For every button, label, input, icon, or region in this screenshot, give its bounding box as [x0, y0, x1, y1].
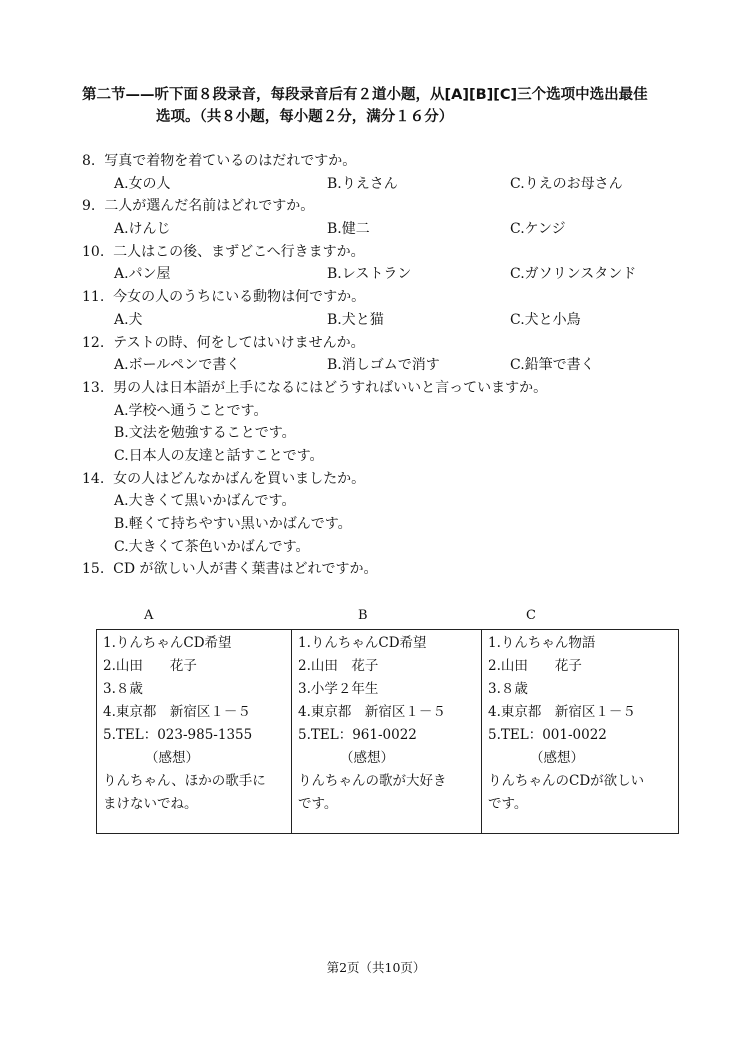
postcard-line: です。: [488, 796, 528, 812]
question-item: [82, 332, 682, 355]
impression-heading: （感想）: [145, 750, 199, 766]
question-text: 写真で着物を着ているのはだれですか。: [104, 153, 357, 169]
question-item: [82, 468, 682, 491]
postcard-line: 5.TEL：023-985-1355: [103, 727, 253, 743]
question-number: 11.: [82, 289, 105, 306]
impression-heading: （感想）: [530, 750, 584, 766]
postcard-line: りんちゃん、ほかの歌手に: [103, 773, 266, 789]
postcard-line: 5.TEL：961-0022: [298, 727, 417, 743]
answer-option: A.犬: [114, 311, 143, 328]
postcard-a: [97, 630, 292, 834]
question-text: 男の人は日本語が上手になるにはどうすればいいと言っていますか。: [113, 379, 548, 396]
question-number: 14.: [82, 470, 105, 487]
question-number: 12.: [82, 334, 105, 351]
section-heading-line2: 选项。（共８小题，每小题２分，满分１６分）: [156, 109, 454, 125]
postcard-line: 2.山田 花子: [103, 658, 197, 674]
answer-option: A.パン屋: [114, 266, 171, 283]
question-number: 13.: [82, 379, 105, 396]
answer-options: [82, 354, 682, 377]
answer-option: C.ケンジ: [510, 221, 566, 238]
card-column-letters: [0, 608, 752, 628]
postcard-line: 3.８歳: [488, 681, 528, 697]
question-text: 今女の人のうちにいる動物は何ですか。: [113, 289, 366, 306]
postcard-c: [482, 630, 679, 834]
postcard-line: 3.８歳: [103, 681, 143, 697]
postcard-line: 1.りんちゃん物語: [488, 635, 596, 651]
answer-options: [82, 173, 682, 196]
postcard-table: [96, 629, 679, 834]
answer-option: B.健二: [327, 221, 370, 238]
section-heading: [82, 84, 682, 128]
postcard-line: 1.りんちゃんCD希望: [103, 635, 232, 651]
answer-option: C.鉛筆で書く: [510, 357, 595, 374]
answer-option: B.りえさん: [327, 175, 398, 192]
answer-option: A.大きくて黒いかばんです。: [114, 493, 296, 510]
answer-options: [82, 218, 682, 241]
question-item: [82, 286, 682, 309]
section-heading-line1: 第二节——听下面８段录音，每段录音后有２道小题，从[A][B][C]三个选项中选出最佳: [82, 87, 648, 103]
answer-option: B.犬と猫: [327, 311, 384, 328]
answer-options: [82, 309, 682, 332]
answer-option: A.学校へ通うことです。: [114, 402, 268, 419]
question-text: テストの時、何をしてはいけませんか。: [113, 334, 365, 351]
postcard-line: 2.山田 花子: [488, 658, 582, 674]
postcard-line: 4.東京都 新宿区１－５: [103, 704, 251, 720]
answer-option: A.女の人: [114, 175, 171, 192]
answer-option: B.軽くて持ちやすい黒いかばんです。: [114, 516, 352, 532]
question-item: [82, 241, 682, 264]
question-text: 女の人はどんなかばんを買いましたか。: [113, 470, 366, 487]
question-list: [82, 150, 682, 581]
question-number: 10.: [82, 243, 105, 260]
postcard-line: 1.りんちゃんCD希望: [298, 635, 427, 651]
answer-option: B.消しゴムで消す: [327, 357, 440, 374]
impression-heading: （感想）: [340, 750, 394, 766]
postcard-line: 5.TEL：001-0022: [488, 727, 607, 743]
question-number: 9.: [82, 198, 96, 215]
postcard-line: 4.東京都 新宿区１－５: [488, 704, 636, 720]
answer-option: C.ガソリンスタンド: [510, 266, 637, 283]
answer-option: C.犬と小鳥: [510, 311, 581, 328]
answer-option: A.ボールペンで書く: [114, 357, 241, 374]
postcard-line: りんちゃんの歌が大好き: [298, 773, 447, 789]
answer-option: C.りえのお母さん: [510, 175, 623, 192]
answer-option: B.文法を勉強することです。: [114, 425, 296, 442]
question-text: 二人が選んだ名前はどれですか。: [104, 198, 315, 215]
card-letter-c: C: [526, 608, 536, 623]
question-item: [82, 377, 682, 400]
answer-option: B.レストラン: [327, 266, 412, 283]
postcard-line: まけないでね。: [103, 796, 198, 812]
postcard-line: 4.東京都 新宿区１－５: [298, 704, 446, 720]
question-text: 二人はこの後、まずどこへ行きますか。: [113, 243, 365, 260]
answer-option: C.大きくて茶色いかばんです。: [114, 538, 310, 555]
question-number: 8.: [82, 153, 96, 169]
question-number: 15.: [82, 561, 105, 578]
postcard-line: 3.小学２年生: [298, 681, 379, 697]
postcard-line: 2.山田 花子: [298, 658, 379, 674]
answer-option: A.けんじ: [114, 221, 171, 238]
question-text: CD が欲しい人が書く葉書はどれですか。: [113, 561, 378, 578]
card-letter-a: A: [144, 608, 154, 623]
postcard-line: です。: [298, 796, 338, 812]
postcard-line: りんちゃんのCDが欲しい: [488, 773, 645, 789]
question-item: [82, 558, 682, 581]
answer-option: C.日本人の友達と話すことです。: [114, 447, 324, 464]
page-footer: 第2页（共10页）: [326, 960, 426, 975]
question-item: [82, 150, 682, 173]
answer-options: [82, 263, 682, 286]
postcard-b: [292, 630, 482, 834]
card-letter-b: B: [358, 608, 368, 623]
question-item: [82, 195, 682, 218]
